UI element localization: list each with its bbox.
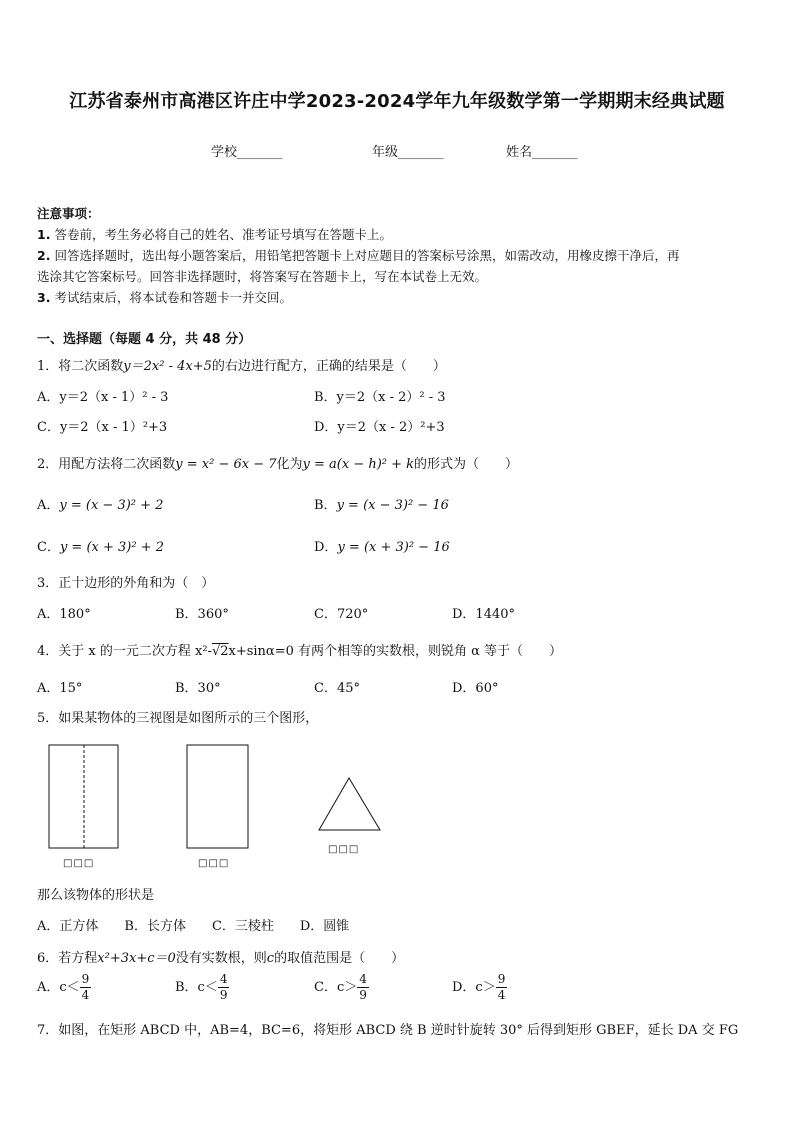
- q5-options: A．正方体 B．长方体 C．三棱柱 D．圆锥: [37, 919, 350, 934]
- side-view-label: □□□: [198, 858, 230, 869]
- q1-stem-pre: 1．将二次函数: [37, 359, 124, 374]
- section-heading: 一、选择题（每题 4 分，共 48 分）: [37, 332, 252, 347]
- q1-formula: y＝2x² - 4x+5: [123, 359, 212, 374]
- q6-option-b-label: B．c＜: [175, 980, 218, 995]
- denominator: 4: [81, 988, 90, 1002]
- numerator: 9: [497, 972, 506, 986]
- q2-option-a-label: A．: [37, 498, 60, 513]
- q3-option-a: A．180°: [37, 607, 91, 622]
- sqrt-2: √2: [211, 644, 229, 659]
- front-view: [49, 745, 118, 848]
- side-view: [187, 745, 248, 848]
- q1-stem-post: 的右边进行配方，正确的结果是（ ）: [211, 359, 446, 374]
- q6-option-d: [452, 972, 507, 1003]
- notice-item: [37, 225, 392, 243]
- q6-option-c-label: C．c＞: [314, 980, 358, 995]
- question-7: 7．如图，在矩形 ABCD 中，AB=4，BC=6，将矩形 ABCD 绕 B 逆时针旋转 30° 后得到矩形 GBEF，延长 DA 交 FG: [37, 1023, 739, 1038]
- fraction: [80, 972, 92, 1003]
- q2-option-d-math: y = (x + 3)² − 16: [337, 540, 450, 555]
- q3-option-d: D．1440°: [452, 607, 516, 622]
- q4-option-b: B．30°: [175, 681, 221, 696]
- question-3: 3．正十边形的外角和为（ ）: [37, 576, 215, 591]
- q4-stem-post: x+sinα=0 有两个相等的实数根，则锐角 α 等于（ ）: [228, 644, 563, 659]
- q6-option-a: [37, 972, 91, 1003]
- denominator: 4: [497, 988, 506, 1002]
- q2-stem-pre: 2．用配方法将二次函数: [37, 457, 176, 472]
- q2-option-c-label: C．: [37, 540, 60, 555]
- fraction: [496, 972, 508, 1003]
- q2-option-a-math: y = (x − 3)² + 2: [59, 498, 164, 513]
- notice-item: [37, 288, 292, 306]
- page-title: 江苏省泰州市高港区许庄中学2023-2024学年九年级数学第一学期期末经典试题: [69, 91, 725, 112]
- question-1: [37, 355, 446, 374]
- q1-option-b: B．y＝2（x - 2）² - 3: [314, 390, 446, 405]
- notice-item: [37, 246, 679, 264]
- q2-formula-1: y = x² − 6x − 7: [175, 457, 277, 472]
- fraction: [218, 972, 230, 1003]
- question-4: [37, 640, 562, 659]
- q6-stem-mid: 没有实数根，则: [175, 951, 267, 966]
- notice-item-text: 回答选择题时，选出每小题答案后，用铅笔把答题卡上对应题目的答案标号涂黑，如需改动，用橡皮擦干净后，再: [54, 248, 680, 263]
- q6-variable: c: [266, 951, 275, 966]
- notice-item-number: 3.: [37, 290, 51, 305]
- q6-stem-pre: 6．若方程: [37, 951, 98, 966]
- q4-option-d: D．60°: [452, 681, 499, 696]
- q2-option-d-label: D．: [314, 540, 338, 555]
- q2-stem-post: 的形式为（ ）: [414, 457, 519, 472]
- q2-formula-2: y = a(x − h)² + k: [302, 457, 415, 472]
- q6-option-a-label: A．c＜: [37, 980, 80, 995]
- q6-option-b: [175, 972, 229, 1003]
- q4-option-c: C．45°: [314, 681, 360, 696]
- name-field: 姓名_______: [506, 145, 578, 160]
- notice-item-text: 考试结束后，将本试卷和答题卡一并交回。: [54, 290, 292, 305]
- notice-heading: 注意事项：: [37, 206, 100, 221]
- q5-question: 那么该物体的形状是: [37, 888, 155, 903]
- numerator: 9: [81, 972, 90, 986]
- q1-option-a: A．y＝2（x - 1）² - 3: [37, 390, 169, 405]
- q6-option-c: [314, 972, 369, 1003]
- q2-stem-mid: 化为: [276, 457, 303, 472]
- question-6: [37, 947, 404, 966]
- notice-item-text: 答卷前，考生务必将自己的姓名、准考证号填写在答题卡上。: [54, 227, 392, 242]
- q6-formula: x²+3x+c＝0: [97, 951, 176, 966]
- question-5: 5．如果某物体的三视图是如图所示的三个图形，: [37, 711, 319, 726]
- q2-option-a: [37, 494, 163, 513]
- q2-option-b: [314, 494, 449, 513]
- q3-option-b: B．360°: [175, 607, 229, 622]
- q2-option-c-math: y = (x + 3)² + 2: [59, 540, 164, 555]
- denominator: 9: [359, 988, 367, 1002]
- q1-option-d: D．y＝2（x - 2）²+3: [314, 420, 445, 435]
- top-view-label: □□□: [328, 844, 360, 855]
- front-view-label: □□□: [63, 858, 95, 869]
- q1-option-c: C．y＝2（x - 1）²+3: [37, 420, 168, 435]
- school-field: 学校_______: [211, 145, 283, 160]
- q2-option-c: [37, 536, 164, 555]
- question-2: [37, 453, 518, 472]
- q2-option-b-math: y = (x − 3)² − 16: [336, 498, 449, 513]
- q2-option-d: [314, 536, 450, 555]
- q4-option-a: A．15°: [37, 681, 83, 696]
- q3-option-c: C．720°: [314, 607, 369, 622]
- numerator: 4: [219, 972, 228, 986]
- notice-item-number: 1.: [37, 227, 51, 242]
- q6-stem-post: 的取值范围是（ ）: [274, 951, 405, 966]
- q2-option-b-label: B．: [314, 498, 337, 513]
- notice-item-continued: 选涂其它答案标号。回答非选择题时，将答案写在答题卡上，写在本试卷上无效。: [37, 269, 488, 284]
- q6-option-d-label: D．c＞: [452, 980, 496, 995]
- denominator: 9: [219, 988, 228, 1002]
- notice-item-number: 2.: [37, 248, 51, 263]
- q4-stem-pre: 4．关于 x 的一元二次方程 x²-: [37, 644, 212, 659]
- fraction: [357, 972, 369, 1003]
- top-view: [319, 778, 380, 830]
- grade-field: 年级_______: [372, 145, 444, 160]
- numerator: 4: [359, 972, 367, 986]
